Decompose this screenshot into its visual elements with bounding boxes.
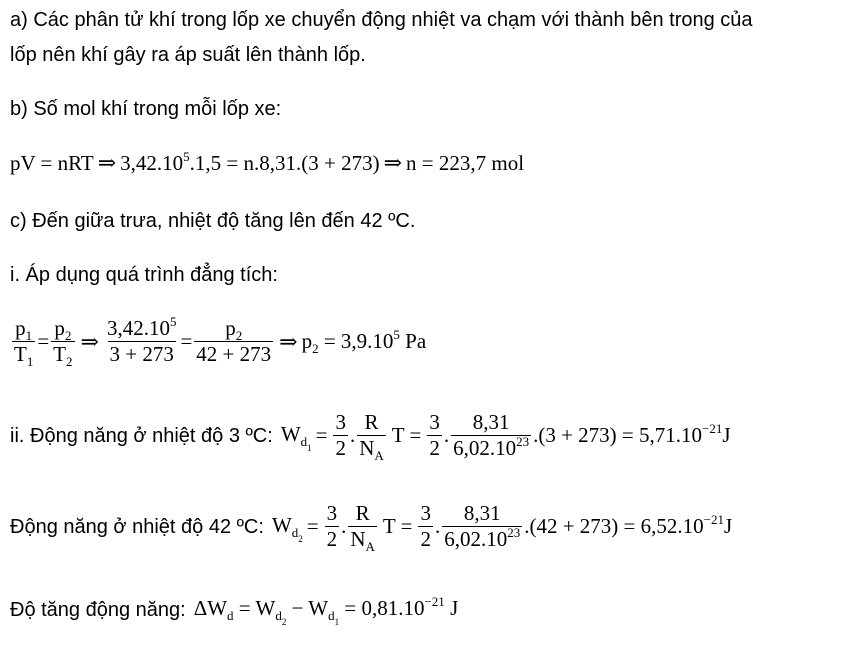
fraction-three-halves-3: $\frac{3}{2}$: [326, 501, 338, 551]
fraction-p2-over-temp: $\frac{p_2}{42 + 273}$: [196, 316, 272, 366]
part-b-heading: b) Số mol khí trong mỗi lốp xe:: [10, 98, 282, 120]
fraction-r-over-na-2: $\frac{R}{N_A}$: [350, 501, 375, 554]
wd1-symbol: $W_{d_1}$: [280, 421, 312, 453]
iii-label: Động năng ở nhiệt độ 42 ºC:: [10, 515, 264, 538]
delta-label: Độ tăng động năng:: [10, 599, 186, 621]
part-b-equation: [10, 149, 525, 175]
fraction-p1-t1: $\frac{p_1}{T_1}$: [14, 316, 34, 369]
fraction-pressure-substitution: $\frac{3,42.10^5}{3 + 273}$: [106, 314, 177, 366]
mol-substitution-a: 3,42.10: [120, 151, 184, 175]
mol-result: n = 223,7 mol: [406, 151, 525, 175]
implies-arrow-3: ⇒: [80, 328, 99, 354]
wd1-result: $.(3 + 273) = 5,71.10^{-21}J$: [533, 421, 731, 447]
isochoric-equation: $\frac{p_1}{T_1}$ = $\frac{p_2}{T_2}$ ⇒ $\frac{3,42.10^5}{3 + 273}$ = $\frac{p_2}{42 + 273}$ ⇒ $p_2 = 3,9.10^5$ Pa: [14, 314, 427, 369]
mol-substitution-b: .1,5 = n.8,31.(3 + 273): [189, 151, 380, 175]
fraction-three-halves-4: $\frac{3}{2}$: [420, 501, 431, 551]
fraction-three-halves-2: $\frac{3}{2}$: [429, 410, 440, 460]
fraction-r-value-2: $\frac{8,31}{6,02.10^{23}}$: [444, 501, 521, 551]
ideal-gas-law: pV = nRT: [10, 151, 94, 175]
implies-arrow-2: ⇒: [383, 150, 403, 175]
p2-result: $p_2 = 3,9.10^5$ Pa: [301, 327, 427, 356]
part-c-heading: c) Đến giữa trưa, nhiệt độ tăng lên đến 42 ºC.: [10, 210, 416, 232]
part-a-line-2: lốp nên khí gây ra áp suất lên thành lốp.: [10, 44, 366, 66]
part-c-i-label: i. Áp dụng quá trình đẳng tích:: [10, 264, 278, 286]
wd2-symbol: $W_{d_2}$: [271, 512, 303, 544]
part-a-line-1: a) Các phân tử khí trong lốp xe chuyển động nhiệt va chạm với thành bên trong của: [10, 9, 753, 31]
ii-label: ii. Động năng ở nhiệt độ 3 ºC:: [10, 424, 273, 447]
fraction-three-halves: $\frac{3}{2}$: [335, 410, 346, 460]
kinetic-energy-increase: [10, 594, 459, 627]
fraction-p2-t2: $\frac{p_2}{T_2}$: [53, 316, 73, 369]
implies-arrow-4: ⇒: [279, 328, 298, 354]
implies-arrow-1: ⇒: [97, 150, 117, 175]
fraction-r-value: $\frac{8,31}{6,02.10^{23}}$: [453, 410, 530, 460]
fraction-r-over-na: $\frac{R}{N_A}$: [359, 410, 384, 463]
delta-equation: $\Delta W_d = W_{d_2} - W_{d_1} = 0,81.10^{-21}$ J: [193, 594, 459, 627]
kinetic-energy-3c: ii. Động năng ở nhiệt độ 3 ºC: $W_{d_1}$ = $\frac{3}{2}$ . $\frac{R}{N_A}$ T = $\frac{3}{2}$ . $\frac{8,31}{6,02.10^{23}}$ $.(3 + 273) = 5,71.10^{-21}J$: [10, 410, 731, 463]
mol-substitution-exp: 5: [183, 149, 190, 164]
kinetic-energy-42c: Động năng ở nhiệt độ 42 ºC: $W_{d_2}$ = $\frac{3}{2}$ . $\frac{R}{N_A}$ T = $\frac{3}{2}$ . $\frac{8,31}{6,02.10^{23}}$ $.(42 + 273) = 6,52.10^{-21}J$: [10, 501, 733, 554]
wd2-result: $.(42 + 273) = 6,52.10^{-21}J$: [524, 512, 733, 538]
